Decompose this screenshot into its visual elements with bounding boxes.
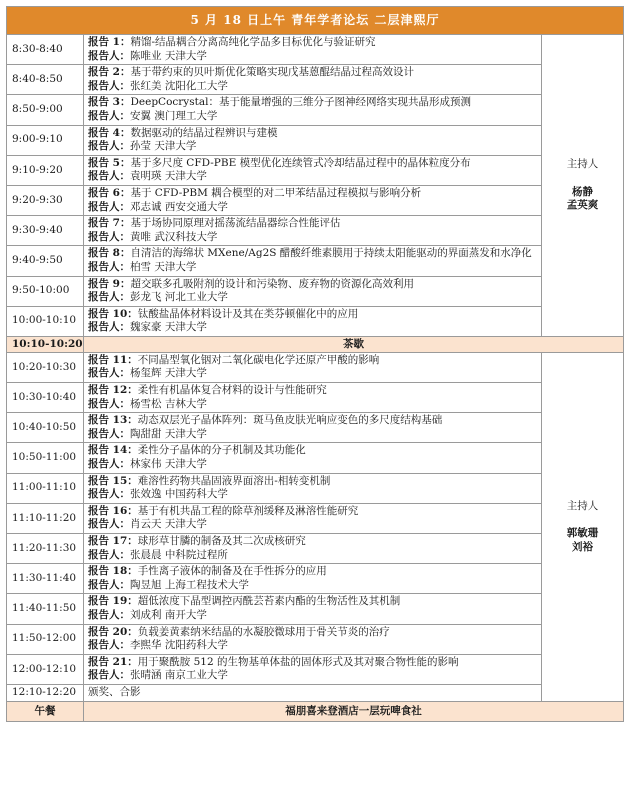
talk-title: 柔性分子晶体的分子机制及其功能化 bbox=[137, 444, 306, 457]
speaker-name: 彭龙飞 河北工业大学 bbox=[130, 291, 228, 304]
speaker-label: 报告人： bbox=[88, 397, 130, 410]
talk-cell bbox=[84, 624, 542, 654]
talk-cell bbox=[84, 65, 542, 95]
talk-row bbox=[7, 216, 624, 246]
talk-speaker-line bbox=[88, 321, 537, 335]
schedule-title: 5 月 18 日上午 青年学者论坛 二层津熙厅 bbox=[7, 7, 624, 35]
speaker-name: 柏雪 天津大学 bbox=[130, 260, 197, 273]
talk-number-label: 报告 3： bbox=[88, 96, 131, 109]
speaker-label: 报告人： bbox=[88, 427, 130, 440]
tea-break-row bbox=[7, 336, 624, 352]
speaker-name: 刘成利 南开大学 bbox=[130, 608, 207, 621]
talk-time: 10:40-10:50 bbox=[7, 413, 84, 443]
talk-speaker-line bbox=[88, 488, 537, 502]
talk-time: 10:20-10:30 bbox=[7, 352, 84, 382]
talk-cell bbox=[84, 383, 542, 413]
talk-time: 9:50-10:00 bbox=[7, 276, 84, 306]
talk-time: 10:00-10:10 bbox=[7, 306, 84, 336]
talk-number-label: 报告 13： bbox=[88, 414, 138, 427]
talk-title-line bbox=[88, 127, 537, 141]
talk-speaker-line bbox=[88, 609, 537, 623]
talk-title-line bbox=[88, 626, 537, 640]
talk-title: 基于有机共晶工程的除草剂缓释及淋溶性能研究 bbox=[137, 504, 359, 517]
host-label: 主持人 bbox=[566, 499, 599, 512]
host-label: 主持人 bbox=[566, 158, 599, 171]
speaker-label: 报告人： bbox=[88, 548, 130, 561]
talk-cell bbox=[84, 125, 542, 155]
speaker-label: 报告人： bbox=[88, 140, 130, 153]
talk-number-label: 报告 14： bbox=[88, 444, 138, 457]
talk-number-label: 报告 6： bbox=[88, 186, 131, 199]
talk-row bbox=[7, 654, 624, 684]
speaker-name: 陈唯业 天津大学 bbox=[130, 49, 207, 62]
host-cell bbox=[542, 35, 624, 337]
talk-title-line bbox=[88, 278, 537, 292]
talk-cell bbox=[84, 276, 542, 306]
talk-row bbox=[7, 185, 624, 215]
talk-cell bbox=[84, 594, 542, 624]
talk-speaker-line bbox=[88, 170, 537, 184]
talk-speaker-line bbox=[88, 458, 537, 472]
talk-row bbox=[7, 125, 624, 155]
talk-title-line bbox=[88, 535, 537, 549]
talk-number-label: 报告 11： bbox=[88, 353, 138, 366]
talk-number-label: 报告 5： bbox=[88, 156, 131, 169]
talk-number-label: 报告 20： bbox=[88, 625, 138, 638]
talk-row bbox=[7, 534, 624, 564]
speaker-name: 张晴涵 南京工业大学 bbox=[130, 669, 228, 682]
speaker-label: 报告人： bbox=[88, 49, 130, 62]
talk-cell bbox=[84, 473, 542, 503]
speaker-name: 张晨晨 中科院过程所 bbox=[130, 548, 228, 561]
talk-speaker-line bbox=[88, 201, 537, 215]
speaker-name: 陶昱旭 上海工程技术大学 bbox=[130, 578, 249, 591]
talk-speaker-line bbox=[88, 579, 537, 593]
lunch-place: 福朋喜来登酒店一层玩啤食社 bbox=[84, 701, 624, 721]
talk-time: 11:30-11:40 bbox=[7, 564, 84, 594]
tea-break-label: 茶歇 bbox=[84, 336, 624, 352]
talk-cell bbox=[84, 534, 542, 564]
talk-cell bbox=[84, 155, 542, 185]
talk-title-line bbox=[88, 656, 537, 670]
talk-number-label: 报告 9： bbox=[88, 277, 131, 290]
talk-number-label: 报告 10： bbox=[88, 307, 138, 320]
talk-number-label: 报告 16： bbox=[88, 504, 138, 517]
talk-title: 超低浓度下晶型调控丙酰芸苔素内酯的生物活性及其机制 bbox=[137, 595, 401, 608]
talk-title-line bbox=[88, 308, 537, 322]
schedule-table bbox=[6, 6, 624, 722]
talk-number-label: 报告 18： bbox=[88, 565, 138, 578]
talk-title-line bbox=[88, 414, 537, 428]
talk-title-line bbox=[88, 444, 537, 458]
talk-title: 负载姜黄素纳米结晶的水凝胶微球用于骨关节炎的治疗 bbox=[137, 625, 390, 638]
talk-title: 球形草甘膦的制备及其二次成核研究 bbox=[137, 535, 306, 547]
talk-time: 8:30-8:40 bbox=[7, 35, 84, 65]
talk-speaker-line bbox=[88, 291, 537, 305]
host-name: 郭敏珊 bbox=[566, 527, 599, 540]
talk-speaker-line bbox=[88, 80, 537, 94]
talk-title: 超交联多孔吸附剂的设计和污染物、废弃物的资源化高效利用 bbox=[130, 277, 414, 290]
talk-speaker-line bbox=[88, 231, 537, 245]
speaker-name: 孙莹 天津大学 bbox=[130, 140, 197, 153]
talk-cell bbox=[84, 413, 542, 443]
talk-title-line bbox=[88, 187, 537, 201]
tea-break-time: 10:10-10:20 bbox=[7, 336, 84, 352]
speaker-label: 报告人： bbox=[88, 639, 130, 652]
speaker-name: 肖云天 天津大学 bbox=[130, 518, 207, 531]
talk-title-line bbox=[88, 505, 537, 519]
talk-title: 基于场协同原理对摇荡流结晶器综合性能评估 bbox=[130, 217, 341, 230]
talk-title: 基于多尺度 CFD-PBE 模型优化连续管式冷却结晶过程中的晶体粒度分布 bbox=[130, 156, 471, 169]
talk-time: 10:30-10:40 bbox=[7, 383, 84, 413]
talk-title: 难溶性药物共晶固液界面溶出-相转变机制 bbox=[137, 474, 331, 487]
talk-time: 11:40-11:50 bbox=[7, 594, 84, 624]
speaker-name: 张效逸 中国药科大学 bbox=[130, 488, 228, 501]
talk-time: 9:10-9:20 bbox=[7, 155, 84, 185]
talk-time: 9:20-9:30 bbox=[7, 185, 84, 215]
talk-speaker-line bbox=[88, 549, 537, 563]
talk-time: 11:00-11:10 bbox=[7, 473, 84, 503]
talk-cell bbox=[84, 185, 542, 215]
talk-row bbox=[7, 155, 624, 185]
talk-cell bbox=[84, 352, 542, 382]
talk-row bbox=[7, 95, 624, 125]
talk-speaker-line bbox=[88, 428, 537, 442]
talk-time: 9:30-9:40 bbox=[7, 216, 84, 246]
talk-title: 柔性有机晶体复合材料的设计与性能研究 bbox=[137, 384, 327, 397]
talk-number-label: 报告 1： bbox=[88, 36, 131, 48]
talk-title: 基于带约束的贝叶斯优化策略实现戊基蒽醌结晶过程高效设计 bbox=[130, 66, 414, 79]
talk-row bbox=[7, 443, 624, 473]
talk-cell bbox=[84, 246, 542, 276]
talk-title-line bbox=[88, 595, 537, 609]
talk-row bbox=[7, 594, 624, 624]
host-cell bbox=[542, 352, 624, 701]
closing-row bbox=[7, 684, 624, 701]
speaker-label: 报告人： bbox=[88, 79, 130, 92]
talk-row bbox=[7, 352, 624, 382]
header-row bbox=[7, 7, 624, 35]
closing-time: 12:10-12:20 bbox=[7, 684, 84, 701]
talk-title-line bbox=[88, 66, 537, 80]
talk-time: 8:40-8:50 bbox=[7, 65, 84, 95]
speaker-label: 报告人： bbox=[88, 518, 130, 531]
talk-title: 自清洁的海绵状 MXene/Ag2S 醋酸纤维素膜用于持续太阳能驱动的界面蒸发和水净化 bbox=[130, 247, 532, 260]
talk-title: 不同晶型氧化铟对二氧化碳电化学还原产甲酸的影响 bbox=[137, 353, 380, 366]
talk-title-line bbox=[88, 217, 537, 231]
talk-title-line bbox=[88, 247, 537, 261]
host-name: 杨静 bbox=[572, 185, 593, 198]
talk-speaker-line bbox=[88, 398, 537, 412]
speaker-name: 黄唯 武汉科技大学 bbox=[130, 230, 218, 243]
speaker-label: 报告人： bbox=[88, 367, 130, 380]
talk-title: 精馏-结晶耦合分离高纯化学品多目标优化与验证研究 bbox=[130, 36, 376, 48]
speaker-label: 报告人： bbox=[88, 230, 130, 243]
talk-cell bbox=[84, 95, 542, 125]
talk-title: 基于 CFD-PBM 耦合模型的对二甲苯结晶过程模拟与影响分析 bbox=[130, 186, 422, 199]
speaker-name: 林家伟 天津大学 bbox=[130, 458, 207, 471]
talk-title: 钛酸盐晶体材料设计及其在类芬顿催化中的应用 bbox=[137, 307, 359, 320]
talk-row bbox=[7, 624, 624, 654]
speaker-name: 张红美 沈阳化工大学 bbox=[130, 79, 228, 92]
talk-row bbox=[7, 65, 624, 95]
talk-time: 12:00-12:10 bbox=[7, 654, 84, 684]
speaker-label: 报告人： bbox=[88, 170, 130, 183]
talk-title: 用于聚酰胺 512 的生物基单体盐的固体形式及其对聚合物性能的影响 bbox=[137, 655, 459, 668]
talk-speaker-line bbox=[88, 261, 537, 275]
talk-title: 动态双层光子晶体阵列：斑马鱼皮肤光响应变色的多尺度结构基础 bbox=[137, 414, 443, 427]
talk-speaker-line bbox=[88, 669, 537, 683]
talk-title-line bbox=[88, 96, 537, 110]
talk-time: 9:40-9:50 bbox=[7, 246, 84, 276]
talk-number-label: 报告 7： bbox=[88, 217, 131, 230]
talk-cell bbox=[84, 306, 542, 336]
talk-title-line bbox=[88, 354, 537, 368]
talk-time: 10:50-11:00 bbox=[7, 443, 84, 473]
talk-time: 11:10-11:20 bbox=[7, 503, 84, 533]
talk-speaker-line bbox=[88, 50, 537, 64]
speaker-label: 报告人： bbox=[88, 488, 130, 501]
talk-speaker-line bbox=[88, 110, 537, 124]
talk-row bbox=[7, 503, 624, 533]
lunch-label: 午餐 bbox=[7, 701, 84, 721]
speaker-name: 魏家豪 天津大学 bbox=[130, 321, 207, 334]
speaker-label: 报告人： bbox=[88, 291, 130, 304]
host-name: 刘裕 bbox=[572, 540, 593, 553]
talk-row bbox=[7, 35, 624, 65]
talk-number-label: 报告 15： bbox=[88, 474, 138, 487]
speaker-label: 报告人： bbox=[88, 321, 130, 334]
talk-speaker-line bbox=[88, 140, 537, 154]
talk-number-label: 报告 19： bbox=[88, 595, 138, 608]
talk-speaker-line bbox=[88, 367, 537, 381]
speaker-name: 邓志诚 西安交通大学 bbox=[130, 200, 228, 213]
talk-time: 11:20-11:30 bbox=[7, 534, 84, 564]
talk-row bbox=[7, 473, 624, 503]
talk-cell bbox=[84, 443, 542, 473]
speaker-label: 报告人： bbox=[88, 109, 130, 122]
speaker-label: 报告人： bbox=[88, 669, 130, 682]
talk-row bbox=[7, 276, 624, 306]
talk-title: 数据驱动的结晶过程辨识与建模 bbox=[130, 126, 278, 139]
speaker-label: 报告人： bbox=[88, 260, 130, 273]
talk-title-line bbox=[88, 475, 537, 489]
talk-number-label: 报告 21： bbox=[88, 655, 138, 668]
speaker-name: 李熙华 沈阳药科大学 bbox=[130, 639, 228, 652]
speaker-name: 袁明瑛 天津大学 bbox=[130, 170, 207, 183]
talk-cell bbox=[84, 35, 542, 65]
talk-title-line bbox=[88, 565, 537, 579]
talk-cell bbox=[84, 564, 542, 594]
speaker-label: 报告人： bbox=[88, 458, 130, 471]
talk-cell bbox=[84, 654, 542, 684]
talk-title-line bbox=[88, 384, 537, 398]
talk-title: DeepCocrystal：基于能量增强的三维分子图神经网络实现共晶形成预测 bbox=[130, 96, 471, 109]
speaker-name: 陶甜甜 天津大学 bbox=[130, 427, 207, 440]
talk-cell bbox=[84, 503, 542, 533]
talk-speaker-line bbox=[88, 518, 537, 532]
host-name: 孟英爽 bbox=[566, 199, 599, 212]
talk-speaker-line bbox=[88, 639, 537, 653]
talk-number-label: 报告 2： bbox=[88, 66, 131, 79]
talk-row bbox=[7, 564, 624, 594]
speaker-label: 报告人： bbox=[88, 200, 130, 213]
talk-cell bbox=[84, 216, 542, 246]
speaker-label: 报告人： bbox=[88, 608, 130, 621]
talk-time: 9:00-9:10 bbox=[7, 125, 84, 155]
speaker-name: 安翼 澳门理工大学 bbox=[130, 109, 218, 122]
talk-number-label: 报告 12： bbox=[88, 384, 138, 397]
talk-title-line bbox=[88, 157, 537, 171]
lunch-row bbox=[7, 701, 624, 721]
talk-title: 手性离子液体的制备及在手性拆分的应用 bbox=[137, 565, 327, 578]
speaker-name: 杨玺辉 天津大学 bbox=[130, 367, 207, 380]
talk-row bbox=[7, 246, 624, 276]
talk-row bbox=[7, 383, 624, 413]
talk-number-label: 报告 17： bbox=[88, 535, 138, 547]
talk-time: 11:50-12:00 bbox=[7, 624, 84, 654]
talk-time: 8:50-9:00 bbox=[7, 95, 84, 125]
talk-row bbox=[7, 306, 624, 336]
talk-row bbox=[7, 413, 624, 443]
speaker-label: 报告人： bbox=[88, 578, 130, 591]
speaker-name: 杨雪松 吉林大学 bbox=[130, 397, 207, 410]
talk-number-label: 报告 8： bbox=[88, 247, 131, 260]
talk-title-line bbox=[88, 36, 537, 50]
closing-label: 颁奖、合影 bbox=[84, 684, 542, 701]
talk-number-label: 报告 4： bbox=[88, 126, 131, 139]
